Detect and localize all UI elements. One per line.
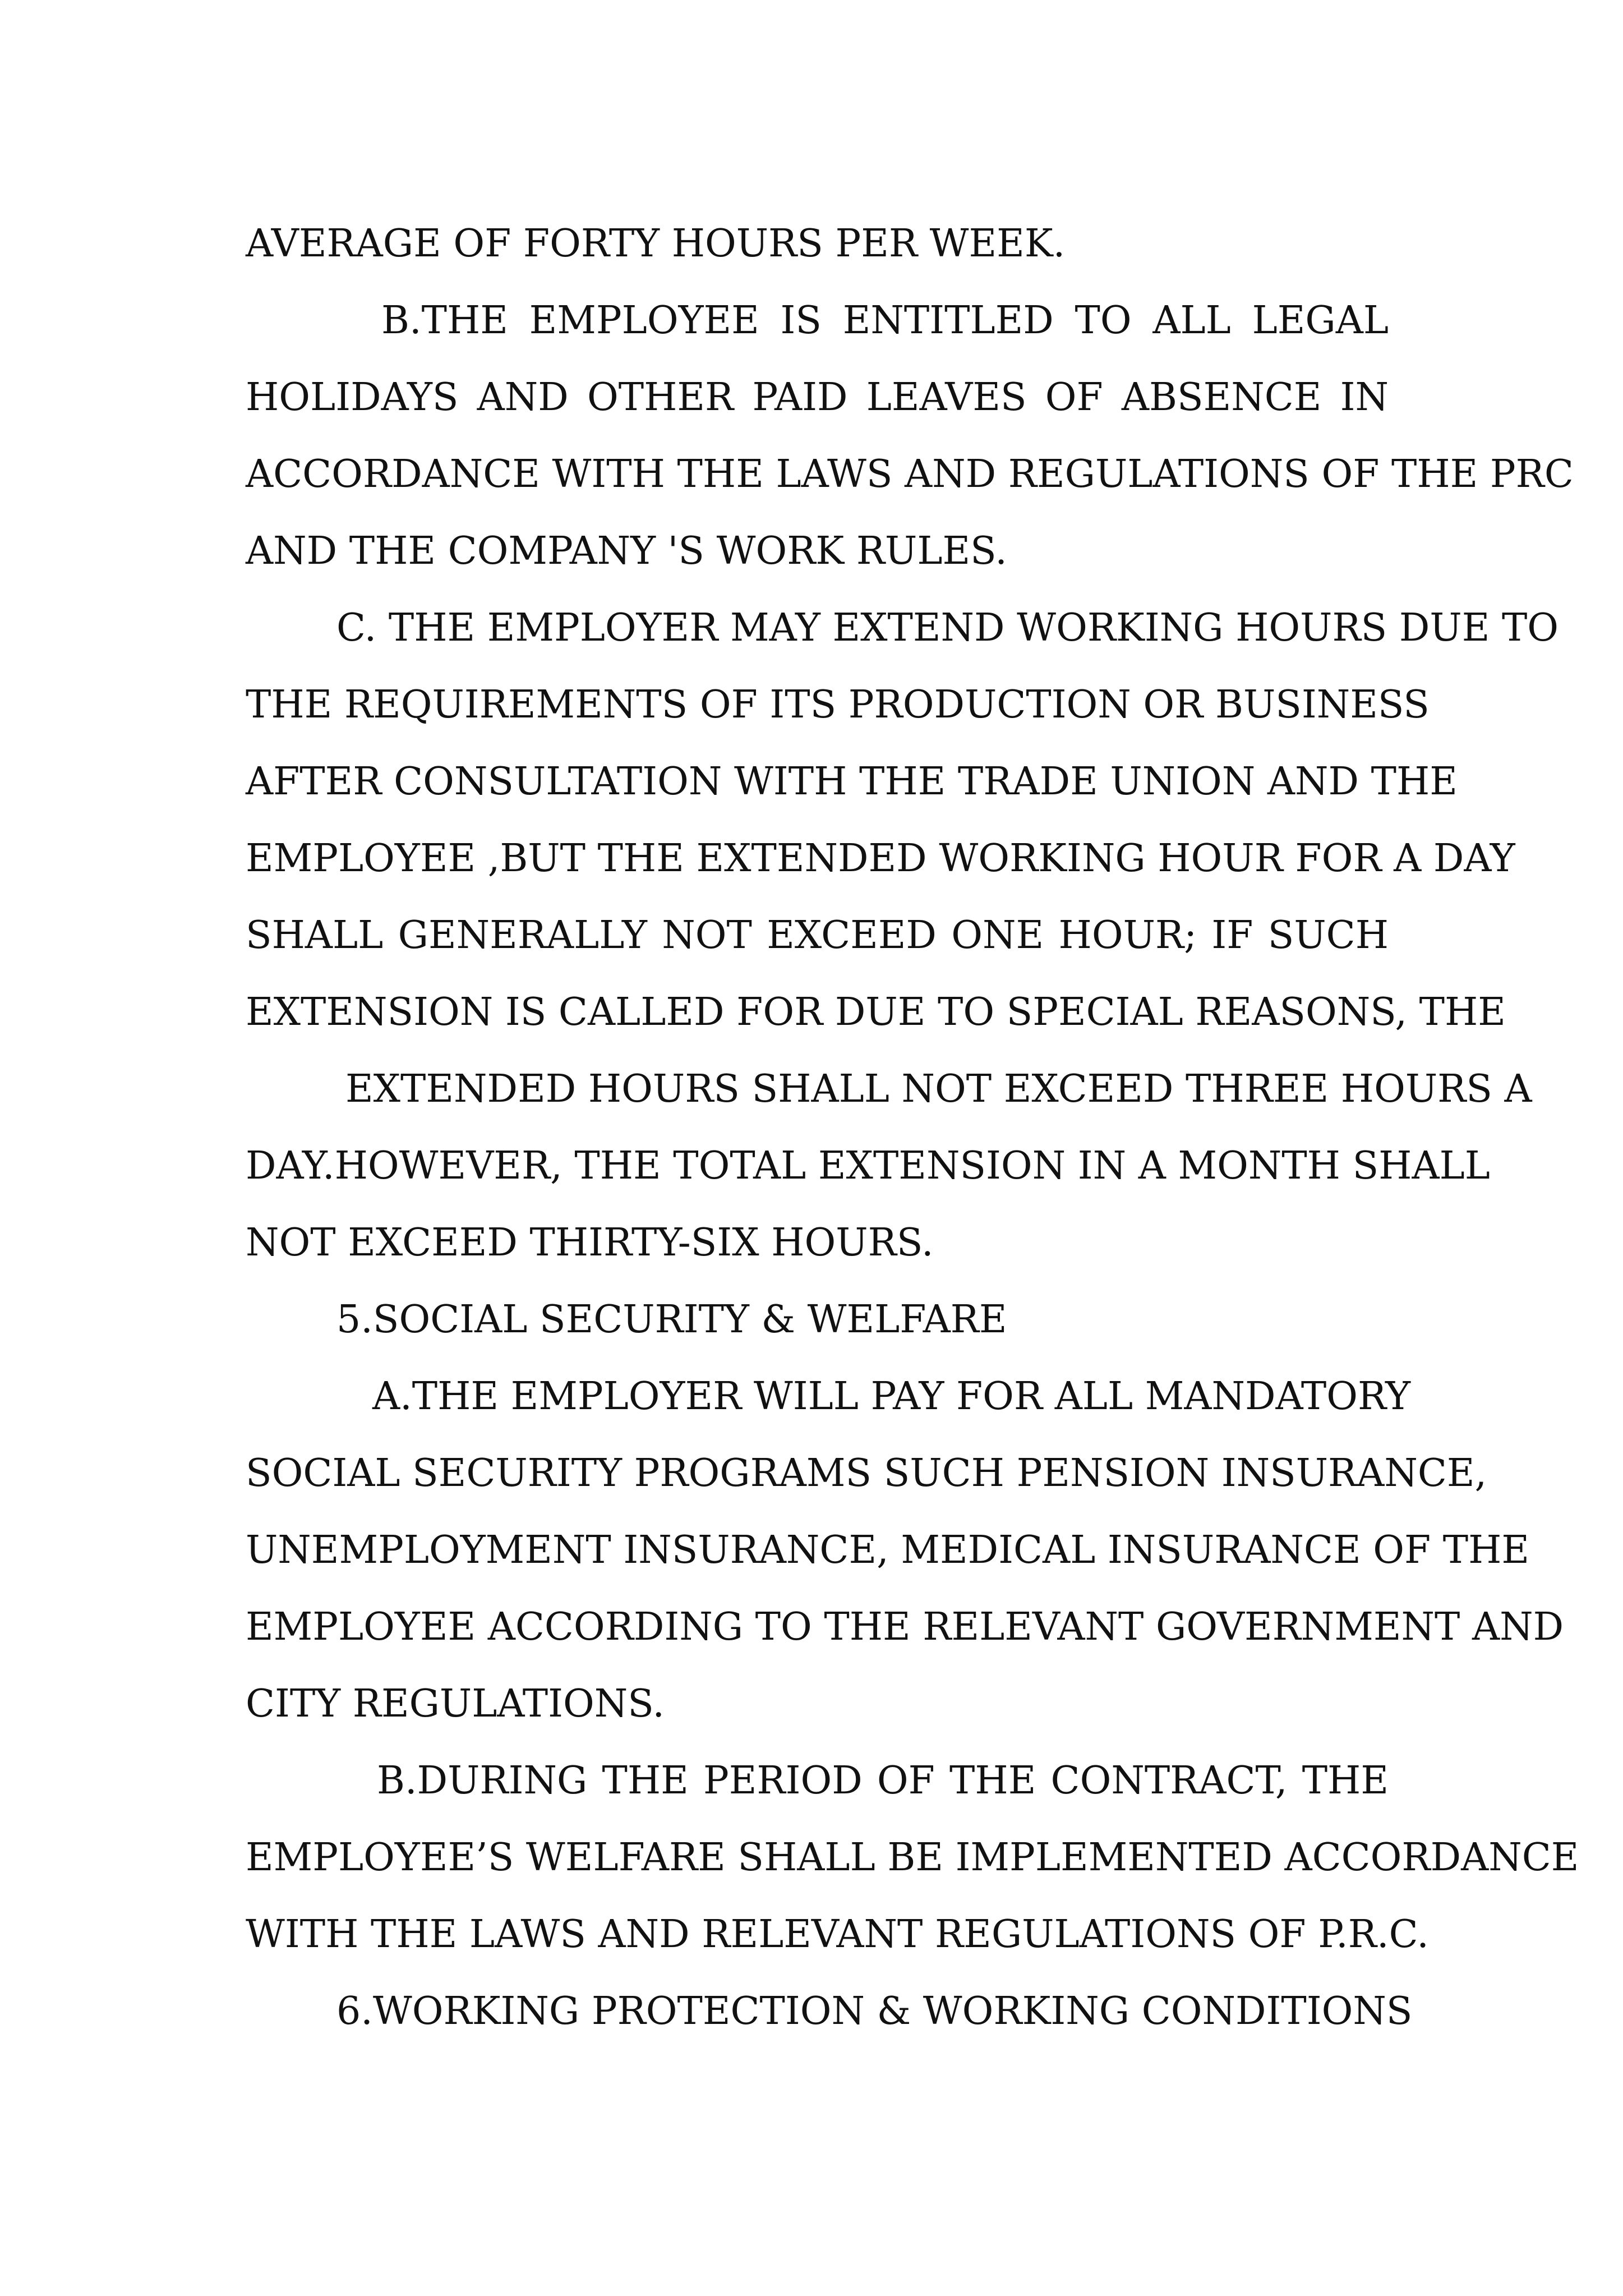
text-line: DAY.HOWEVER, THE TOTAL EXTENSION IN A MONTH SHALL bbox=[246, 1144, 1490, 1188]
text-line: EMPLOYEE ,BUT THE EXTENDED WORKING HOUR FOR A DAY bbox=[246, 836, 1515, 881]
text-line: UNEMPLOYMENT INSURANCE, MEDICAL INSURANCE OF THE bbox=[246, 1528, 1530, 1572]
text-line: AFTER CONSULTATION WITH THE TRADE UNION AND THE bbox=[246, 760, 1458, 804]
text-line: HOLIDAYS AND OTHER PAID LEAVES OF ABSENCE IN bbox=[246, 375, 1389, 420]
text-line: THE REQUIREMENTS OF ITS PRODUCTION OR BUSINESS bbox=[246, 683, 1430, 727]
text-line: AVERAGE OF FORTY HOURS PER WEEK. bbox=[246, 222, 1066, 266]
text-line: EMPLOYEE ACCORDING TO THE RELEVANT GOVERNMENT AND bbox=[246, 1605, 1564, 1649]
text-line: B.DURING THE PERIOD OF THE CONTRACT, THE bbox=[377, 1759, 1389, 1803]
section-heading: 6.WORKING PROTECTION & WORKING CONDITIONS bbox=[336, 1989, 1413, 2033]
text-line: EXTENSION IS CALLED FOR DUE TO SPECIAL REASONS, THE bbox=[246, 990, 1506, 1034]
text-line: ACCORDANCE WITH THE LAWS AND REGULATIONS OF THE PRC bbox=[246, 452, 1574, 496]
text-line: A.THE EMPLOYER WILL PAY FOR ALL MANDATORY bbox=[372, 1374, 1410, 1419]
text-line: EXTENDED HOURS SHALL NOT EXCEED THREE HOURS A bbox=[345, 1067, 1532, 1111]
text-line: WITH THE LAWS AND RELEVANT REGULATIONS OF P.R.C. bbox=[246, 1912, 1429, 1957]
text-line: AND THE COMPANY 'S WORK RULES. bbox=[246, 529, 1007, 573]
text-line: CITY REGULATIONS. bbox=[246, 1682, 665, 1726]
text-line: B.THE EMPLOYEE IS ENTITLED TO ALL LEGAL bbox=[381, 298, 1389, 343]
section-heading: 5.SOCIAL SECURITY & WELFARE bbox=[336, 1297, 1007, 1342]
text-line: SOCIAL SECURITY PROGRAMS SUCH PENSION INSURANCE, bbox=[246, 1451, 1487, 1496]
text-line: SHALL GENERALLY NOT EXCEED ONE HOUR; IF SUCH bbox=[246, 913, 1389, 958]
text-line: NOT EXCEED THIRTY-SIX HOURS. bbox=[246, 1221, 934, 1265]
text-line: C. THE EMPLOYER MAY EXTEND WORKING HOURS DUE TO bbox=[336, 606, 1559, 650]
text-line: EMPLOYEE’S WELFARE SHALL BE IMPLEMENTED ACCORDANCE bbox=[246, 1835, 1579, 1880]
